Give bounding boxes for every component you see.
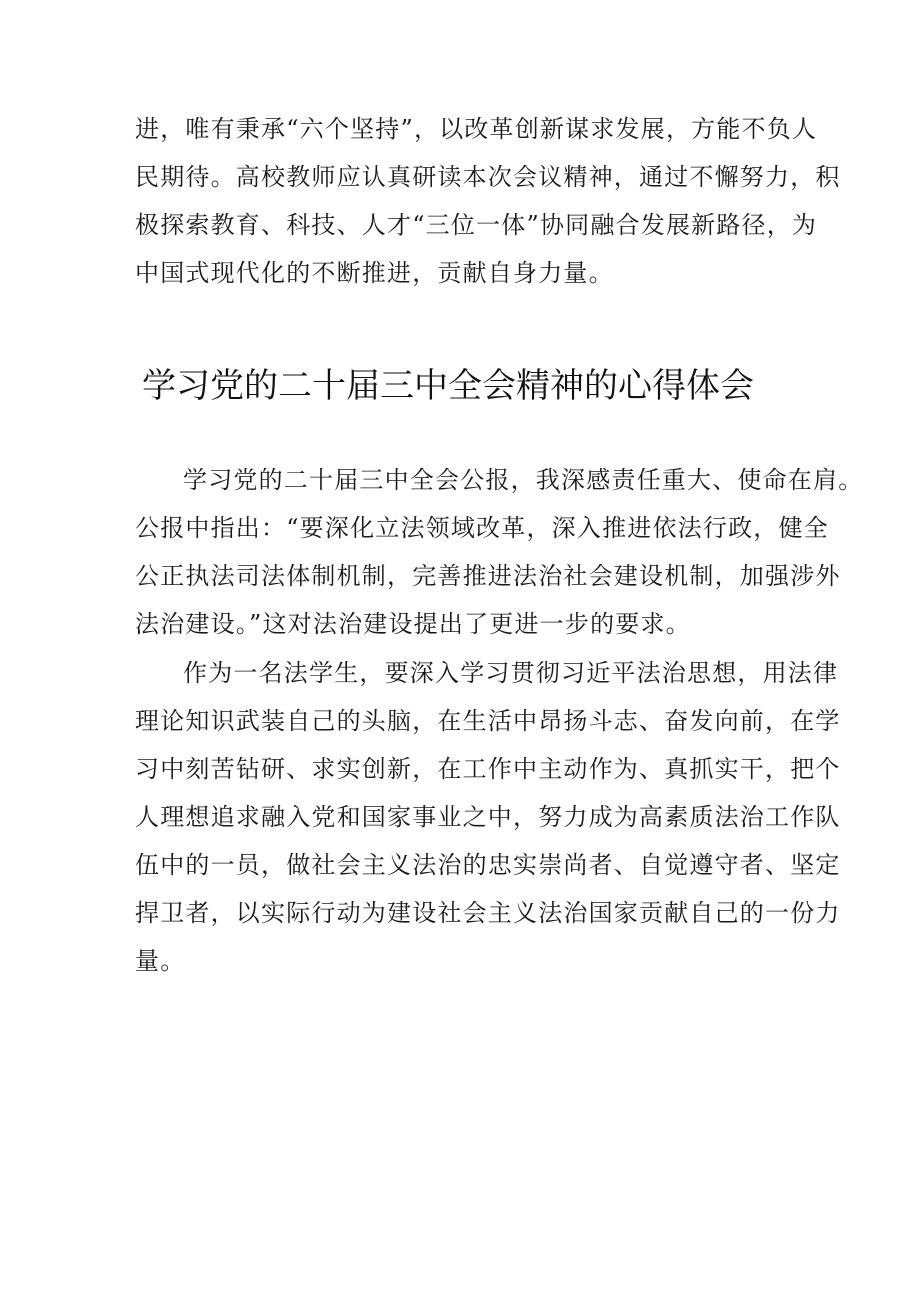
- text-line: 习中刻苦钻研、求实创新，在工作中主动作为、真抓实干，把个: [135, 755, 841, 783]
- text-line: 进，唯有秉承“六个坚持”，以改革创新谋求发展，方能不负人: [135, 115, 818, 143]
- text-line: 法治建设。”这对法治建设提出了更进一步的要求。: [135, 610, 691, 638]
- text-line: 中国式现代化的不断推进，贡献自身力量。: [135, 259, 614, 287]
- text-line: 量。: [135, 947, 186, 975]
- text-line: 公正执法司法体制机制，完善推进法治社会建设机制，加强涉外: [135, 562, 841, 590]
- text-line: 极探索教育、科技、人才“三位一体”协同融合发展新路径，为: [135, 211, 818, 239]
- text-line: 公报中指出：“要深化立法领域改革，深入推进依法行政，健全: [135, 514, 829, 542]
- text-line: 理论知识武装自己的头脑，在生活中昂扬斗志、奋发向前，在学: [135, 707, 841, 735]
- text-line: 人理想追求融入党和国家事业之中，努力成为高素质法治工作队: [135, 803, 841, 831]
- text-line: 民期待。高校教师应认真研读本次会议精神，通过不懈努力，积: [135, 163, 841, 191]
- document-title: 学习党的二十届三中全会精神的心得体会: [142, 366, 754, 406]
- text-line: 伍中的一员，做社会主义法治的忠实崇尚者、自觉遵守者、坚定: [135, 851, 841, 879]
- text-line: 捍卫者，以实际行动为建设社会主义法治国家贡献自己的一份力: [135, 899, 841, 927]
- text-line: 作为一名法学生，要深入学习贯彻习近平法治思想，用法律: [183, 659, 839, 687]
- text-line: 学习党的二十届三中全会公报，我深感责任重大、使命在肩。: [183, 466, 864, 494]
